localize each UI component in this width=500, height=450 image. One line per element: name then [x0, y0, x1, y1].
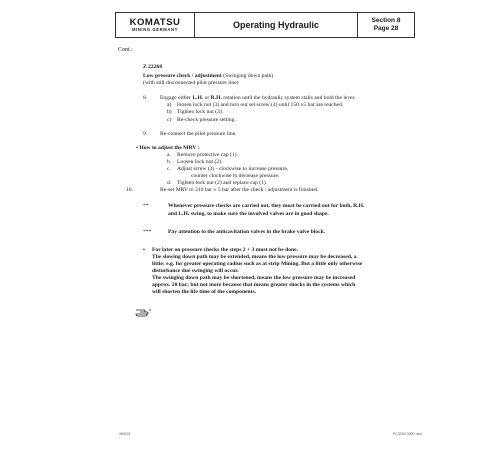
later-text-2: The slowing down path may be extended, means the low pressure may be decreased, a little; e.g. for greater operating radius such as at strip Mining. But a little only otherwise disturbance due swinging will occur.: [152, 253, 363, 274]
page-number: Page 28: [373, 25, 399, 32]
logo-subtitle: MINING GERMANY: [131, 26, 179, 32]
z-heading-suffix: (Swinging down path): [221, 73, 274, 80]
note-double-star: [143, 203, 365, 217]
later-checks-note: [143, 247, 365, 297]
mrv-c: c. Adjust screw (3) - clockwise to increase pressure,: [167, 166, 289, 173]
header-section: [358, 13, 414, 37]
mrv-heading: • How to adjust the MRV :: [136, 144, 200, 151]
pointing-hand-icon: [135, 307, 151, 317]
z-code: Z 22268: [143, 64, 163, 70]
mrv-b: b. Loosen lock nut (2).: [167, 158, 223, 165]
step-10: [126, 187, 365, 194]
step-number: 9.: [143, 130, 148, 137]
section-number: Section 8: [371, 17, 401, 24]
mrv-d: d. Tighten lock nut (2) and replace cap (1).: [167, 180, 268, 187]
step-text: Engage either L.H. or R.H. rotation until the hydraulic system stalls and hold the lever.: [160, 95, 356, 102]
later-text-1: For later on pressure checks the steps 2 + 3 must not be done.: [152, 246, 299, 253]
note-marker: **: [143, 203, 149, 210]
step-9: [143, 131, 365, 138]
step-8a: a) loosen lock nut (3) and turn out set screw (4) until 150 ±5 bar are reached.: [167, 102, 344, 109]
step-number: 10.: [126, 187, 133, 194]
step-text: Re-set MRV to 310 bar ± 5 bar after the check / adjustment is finished.: [160, 187, 319, 194]
footer-date: 260101: [119, 432, 131, 436]
z-note: (with still disconnected pilot pressure line): [143, 80, 239, 87]
mrv-c-cont: counter clockwise to decrease pressure.: [191, 173, 280, 180]
later-text-block: [152, 247, 365, 297]
later-text-3: The swinging down path may be shortened, means the low pressure may be increased approx. 20 bar; but not more because that means greater shocks in the systems which will shorten the life time of the components.: [152, 275, 356, 296]
header-title: Operating Hydraulic: [195, 13, 358, 37]
step-number: 8.: [143, 95, 148, 102]
note-text: Whenever pressure checks are carried out, they must be carried out for both, R.H. and L.H. swing, to make sure the involved valves are in good shape.: [168, 203, 365, 217]
continued-label: Cont.:: [118, 47, 133, 53]
komatsu-logo: [116, 13, 195, 37]
page-header: [115, 12, 415, 38]
note-triple-star: [143, 229, 365, 236]
logo-text: KOMATSU: [129, 16, 181, 28]
step-8c: c) Re-check pressure setting.: [167, 116, 236, 123]
bullet: •: [143, 246, 145, 253]
step-text: Re-connect the pilot pressure line.: [160, 130, 237, 137]
step-8b: b) Tighten lock nut (3).: [167, 109, 224, 116]
note-marker: ***: [143, 228, 152, 235]
note-text: Pay attention to the anticavitation valves in the brake valve block.: [168, 228, 326, 235]
mrv-a: a. Remove protective cap (1).: [167, 151, 238, 158]
footer-filename: PC3000 0000 .doc: [393, 432, 422, 436]
document-body: [126, 64, 365, 296]
z-heading: Low pressure check / adjustment: [143, 73, 222, 80]
